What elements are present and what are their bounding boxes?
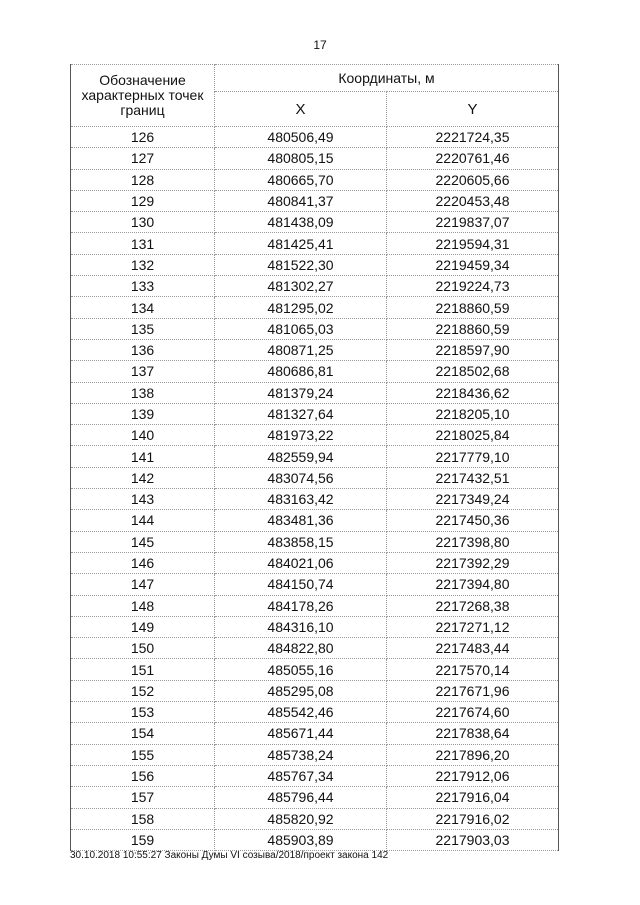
point-number-cell: 153	[71, 702, 215, 723]
x-coordinate-cell: 485903,89	[215, 829, 387, 850]
y-coordinate-cell: 2217912,06	[387, 765, 559, 786]
y-coordinate-cell: 2217896,20	[387, 744, 559, 765]
y-coordinate-cell: 2218025,84	[387, 425, 559, 446]
table-row	[71, 595, 559, 616]
y-coordinate-cell: 2220605,66	[387, 169, 559, 190]
point-number-cell: 151	[71, 659, 215, 680]
header-y: Y	[387, 92, 559, 127]
y-coordinate-cell: 2220453,48	[387, 190, 559, 211]
table-row	[71, 723, 559, 744]
y-coordinate-cell: 2218860,59	[387, 297, 559, 318]
table-header	[71, 65, 559, 127]
table-row	[71, 446, 559, 467]
point-number-cell: 144	[71, 510, 215, 531]
x-coordinate-cell: 485542,46	[215, 702, 387, 723]
x-coordinate-cell: 485671,44	[215, 723, 387, 744]
point-number-cell: 150	[71, 638, 215, 659]
x-coordinate-cell: 485820,92	[215, 808, 387, 829]
x-coordinate-cell: 485295,08	[215, 680, 387, 701]
point-number-cell: 137	[71, 361, 215, 382]
table-row	[71, 765, 559, 786]
point-number-cell: 138	[71, 382, 215, 403]
table-row	[71, 638, 559, 659]
table-row	[71, 382, 559, 403]
x-coordinate-cell: 481302,27	[215, 276, 387, 297]
page-number: 17	[313, 38, 327, 52]
x-coordinate-cell: 481065,03	[215, 318, 387, 339]
y-coordinate-cell: 2217674,60	[387, 702, 559, 723]
point-number-cell: 132	[71, 254, 215, 275]
table-row	[71, 574, 559, 595]
y-coordinate-cell: 2217450,36	[387, 510, 559, 531]
x-coordinate-cell: 484822,80	[215, 638, 387, 659]
header-row-top	[71, 65, 559, 92]
table-row	[71, 297, 559, 318]
point-number-cell: 159	[71, 829, 215, 850]
y-coordinate-cell: 2217271,12	[387, 616, 559, 637]
y-coordinate-cell: 2217394,80	[387, 574, 559, 595]
x-coordinate-cell: 481379,24	[215, 382, 387, 403]
point-number-cell: 149	[71, 616, 215, 637]
y-coordinate-cell: 2217903,03	[387, 829, 559, 850]
x-coordinate-cell: 485767,34	[215, 765, 387, 786]
point-number-cell: 139	[71, 403, 215, 424]
y-coordinate-cell: 2217916,02	[387, 808, 559, 829]
y-coordinate-cell: 2217483,44	[387, 638, 559, 659]
x-coordinate-cell: 481973,22	[215, 425, 387, 446]
point-number-cell: 154	[71, 723, 215, 744]
point-number-cell: 145	[71, 531, 215, 552]
point-number-cell: 127	[71, 148, 215, 169]
table-row	[71, 212, 559, 233]
coordinates-table	[70, 64, 559, 851]
y-coordinate-cell: 2218597,90	[387, 339, 559, 360]
y-coordinate-cell: 2217671,96	[387, 680, 559, 701]
table-row	[71, 744, 559, 765]
x-coordinate-cell: 481327,64	[215, 403, 387, 424]
x-coordinate-cell: 484021,06	[215, 552, 387, 573]
y-coordinate-cell: 2217432,51	[387, 467, 559, 488]
table-row	[71, 276, 559, 297]
x-coordinate-cell: 480805,15	[215, 148, 387, 169]
header-coordinates: Координаты, м	[215, 65, 559, 92]
header-x: X	[215, 92, 387, 127]
table-row	[71, 680, 559, 701]
table-row	[71, 169, 559, 190]
x-coordinate-cell: 485055,16	[215, 659, 387, 680]
point-number-cell: 129	[71, 190, 215, 211]
point-number-cell: 146	[71, 552, 215, 573]
y-coordinate-cell: 2219594,31	[387, 233, 559, 254]
point-number-cell: 156	[71, 765, 215, 786]
table-body	[71, 127, 559, 851]
y-coordinate-cell: 2217349,24	[387, 489, 559, 510]
table-row	[71, 510, 559, 531]
y-coordinate-cell: 2217779,10	[387, 446, 559, 467]
point-number-cell: 134	[71, 297, 215, 318]
x-coordinate-cell: 480665,70	[215, 169, 387, 190]
point-number-cell: 158	[71, 808, 215, 829]
x-coordinate-cell: 484178,26	[215, 595, 387, 616]
point-number-cell: 147	[71, 574, 215, 595]
x-coordinate-cell: 482559,94	[215, 446, 387, 467]
table-row	[71, 403, 559, 424]
table-row	[71, 467, 559, 488]
x-coordinate-cell: 483163,42	[215, 489, 387, 510]
y-coordinate-cell: 2217268,38	[387, 595, 559, 616]
x-coordinate-cell: 480841,37	[215, 190, 387, 211]
point-number-cell: 157	[71, 787, 215, 808]
table-row	[71, 425, 559, 446]
y-coordinate-cell: 2219459,34	[387, 254, 559, 275]
x-coordinate-cell: 483858,15	[215, 531, 387, 552]
y-coordinate-cell: 2217838,64	[387, 723, 559, 744]
table-row	[71, 808, 559, 829]
y-coordinate-cell: 2219837,07	[387, 212, 559, 233]
point-number-cell: 128	[71, 169, 215, 190]
x-coordinate-cell: 484316,10	[215, 616, 387, 637]
table-row	[71, 233, 559, 254]
x-coordinate-cell: 484150,74	[215, 574, 387, 595]
point-number-cell: 155	[71, 744, 215, 765]
x-coordinate-cell: 483074,56	[215, 467, 387, 488]
point-number-cell: 130	[71, 212, 215, 233]
y-coordinate-cell: 2218860,59	[387, 318, 559, 339]
x-coordinate-cell: 481438,09	[215, 212, 387, 233]
y-coordinate-cell: 2218205,10	[387, 403, 559, 424]
table-row	[71, 489, 559, 510]
point-number-cell: 143	[71, 489, 215, 510]
table-row	[71, 702, 559, 723]
table-row	[71, 127, 559, 148]
x-coordinate-cell: 481522,30	[215, 254, 387, 275]
table-row	[71, 787, 559, 808]
x-coordinate-cell: 481295,02	[215, 297, 387, 318]
header-designation: Обозначение характерных точек границ	[71, 65, 215, 127]
y-coordinate-cell: 2217570,14	[387, 659, 559, 680]
point-number-cell: 148	[71, 595, 215, 616]
table-row	[71, 531, 559, 552]
table-row	[71, 616, 559, 637]
table-row	[71, 254, 559, 275]
y-coordinate-cell: 2217916,04	[387, 787, 559, 808]
x-coordinate-cell: 481425,41	[215, 233, 387, 254]
x-coordinate-cell: 485796,44	[215, 787, 387, 808]
point-number-cell: 140	[71, 425, 215, 446]
point-number-cell: 142	[71, 467, 215, 488]
y-coordinate-cell: 2220761,46	[387, 148, 559, 169]
x-coordinate-cell: 480506,49	[215, 127, 387, 148]
x-coordinate-cell: 480686,81	[215, 361, 387, 382]
table-row	[71, 148, 559, 169]
y-coordinate-cell: 2221724,35	[387, 127, 559, 148]
x-coordinate-cell: 480871,25	[215, 339, 387, 360]
table-row	[71, 190, 559, 211]
y-coordinate-cell: 2218436,62	[387, 382, 559, 403]
table-row	[71, 318, 559, 339]
point-number-cell: 133	[71, 276, 215, 297]
y-coordinate-cell: 2217398,80	[387, 531, 559, 552]
y-coordinate-cell: 2217392,29	[387, 552, 559, 573]
table-row	[71, 552, 559, 573]
point-number-cell: 136	[71, 339, 215, 360]
point-number-cell: 135	[71, 318, 215, 339]
point-number-cell: 131	[71, 233, 215, 254]
table-row	[71, 361, 559, 382]
table-row	[71, 659, 559, 680]
footer-text: 30.10.2018 10:55:27 Законы Думы VI созыва/2018/проект закона 142	[70, 850, 389, 861]
point-number-cell: 141	[71, 446, 215, 467]
point-number-cell: 152	[71, 680, 215, 701]
point-number-cell: 126	[71, 127, 215, 148]
table-row	[71, 339, 559, 360]
x-coordinate-cell: 483481,36	[215, 510, 387, 531]
table-row	[71, 829, 559, 850]
x-coordinate-cell: 485738,24	[215, 744, 387, 765]
y-coordinate-cell: 2218502,68	[387, 361, 559, 382]
y-coordinate-cell: 2219224,73	[387, 276, 559, 297]
